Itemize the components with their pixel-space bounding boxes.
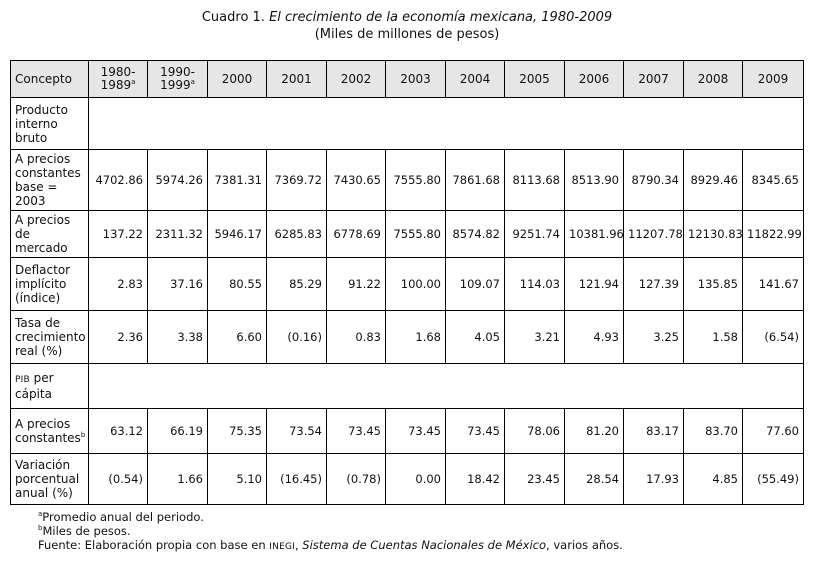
table-row — [11, 364, 804, 409]
table-cell: 7381.31 — [208, 150, 267, 211]
table-cell: (0.54) — [89, 454, 148, 505]
header-period-1990: 1990- 1999$^a$ — [148, 61, 208, 98]
header-year: 2000 — [208, 61, 267, 98]
header-period-1980: 1980- 1989$^a$ — [89, 61, 148, 98]
row-label-tasa: Tasa de crecimiento real (%) — [11, 311, 89, 364]
table-cell: 7861.68 — [446, 150, 505, 211]
table-cell: 37.16 — [148, 258, 208, 311]
table-row — [11, 409, 804, 454]
table-cell: 4.93 — [565, 311, 624, 364]
table-cell: 7369.72 — [267, 150, 327, 211]
header-concepto: Concepto — [11, 61, 89, 98]
table-cell: 127.39 — [624, 258, 684, 311]
table-cell: 3.21 — [505, 311, 565, 364]
title-subtitle: (Miles de millones de pesos) — [314, 27, 500, 42]
table-cell: 85.29 — [267, 258, 327, 311]
table-cell: (0.78) — [327, 454, 386, 505]
table-cell: 4702.86 — [89, 150, 148, 211]
row-label-deflactor: Deflactor implícito (índice) — [11, 258, 89, 311]
note-a: $^a$Promedio anual del periodo. — [38, 510, 204, 524]
note-b: $^b$Miles de pesos. — [38, 524, 131, 538]
table-cell: 17.93 — [624, 454, 684, 505]
header-year: 2003 — [386, 61, 446, 98]
header-year: 2002 — [327, 61, 386, 98]
table-cell: 8929.46 — [684, 150, 743, 211]
title-prefix: Cuadro 1. — [201, 10, 265, 25]
title-line — [0, 9, 814, 26]
section-spacer — [89, 364, 804, 409]
table-cell: 141.67 — [743, 258, 804, 311]
table-cell: 73.45 — [386, 409, 446, 454]
table-cell: 121.94 — [565, 258, 624, 311]
row-label-percapita: PIB per cápita — [11, 364, 89, 409]
table-cell: 10381.96 — [565, 211, 624, 258]
table-cell: 18.42 — [446, 454, 505, 505]
table-cell: 2.83 — [89, 258, 148, 311]
table-cell: 109.07 — [446, 258, 505, 311]
table-cell: 11207.78 — [624, 211, 684, 258]
table-cell: 5.10 — [208, 454, 267, 505]
table-cell: 5974.26 — [148, 150, 208, 211]
table-row — [11, 211, 804, 258]
table-cell: 7430.65 — [327, 150, 386, 211]
table-notes — [38, 510, 623, 554]
row-label-pib: Producto interno bruto — [11, 98, 89, 150]
table-cell: 1.68 — [386, 311, 446, 364]
table-cell: 1.66 — [148, 454, 208, 505]
table-cell: 4.85 — [684, 454, 743, 505]
row-label-constantes: A precios constantes base = 2003 — [11, 150, 89, 211]
table-cell: 73.54 — [267, 409, 327, 454]
table-cell: 77.60 — [743, 409, 804, 454]
table-cell: 1.58 — [684, 311, 743, 364]
table-cell: (16.45) — [267, 454, 327, 505]
header-year: 2008 — [684, 61, 743, 98]
table-cell: 12130.83 — [684, 211, 743, 258]
table-cell: 3.38 — [148, 311, 208, 364]
header-year: 2007 — [624, 61, 684, 98]
table-cell: 2.36 — [89, 311, 148, 364]
table-cell: 78.06 — [505, 409, 565, 454]
table-cell: 23.45 — [505, 454, 565, 505]
table-cell: 8113.68 — [505, 150, 565, 211]
table-row — [11, 150, 804, 211]
table-cell: 0.83 — [327, 311, 386, 364]
row-label-pc-constantes: A precios constantes$^b$ — [11, 409, 89, 454]
table-cell: 83.70 — [684, 409, 743, 454]
table-cell: 6778.69 — [327, 211, 386, 258]
table-cell: 63.12 — [89, 409, 148, 454]
table-cell: 100.00 — [386, 258, 446, 311]
table-cell: (0.16) — [267, 311, 327, 364]
table-cell: 7555.80 — [386, 211, 446, 258]
table-cell: 137.22 — [89, 211, 148, 258]
table-cell: 6.60 — [208, 311, 267, 364]
section-spacer — [89, 98, 804, 150]
table-cell: 66.19 — [148, 409, 208, 454]
table-cell: 75.35 — [208, 409, 267, 454]
table-cell: 8345.65 — [743, 150, 804, 211]
header-year: 2005 — [505, 61, 565, 98]
table-cell: 3.25 — [624, 311, 684, 364]
table-cell: 8574.82 — [446, 211, 505, 258]
source-note: Fuente: Elaboración propia con base en INEGI, Sistema de Cuentas Nacionales de México, varios años. — [38, 538, 623, 552]
row-label-variacion: Variación porcentual anual (%) — [11, 454, 89, 505]
table-cell: 114.03 — [505, 258, 565, 311]
table-cell: 5946.17 — [208, 211, 267, 258]
table-title — [0, 9, 814, 43]
growth-table — [10, 60, 804, 505]
table-cell: 4.05 — [446, 311, 505, 364]
table-cell: 80.55 — [208, 258, 267, 311]
header-year: 2001 — [267, 61, 327, 98]
table-cell: 91.22 — [327, 258, 386, 311]
table-cell: (6.54) — [743, 311, 804, 364]
header-year: 2006 — [565, 61, 624, 98]
table-cell: 28.54 — [565, 454, 624, 505]
header-row — [11, 61, 804, 98]
table-cell: 11822.99 — [743, 211, 804, 258]
table-cell: 6285.83 — [267, 211, 327, 258]
table-row — [11, 311, 804, 364]
table-cell: 9251.74 — [505, 211, 565, 258]
table-row — [11, 98, 804, 150]
table-cell: 73.45 — [446, 409, 505, 454]
table-cell: 81.20 — [565, 409, 624, 454]
table-cell: 83.17 — [624, 409, 684, 454]
table-cell: 0.00 — [386, 454, 446, 505]
header-year: 2004 — [446, 61, 505, 98]
table-cell: (55.49) — [743, 454, 804, 505]
table-cell: 135.85 — [684, 258, 743, 311]
table-cell: 2311.32 — [148, 211, 208, 258]
table-row — [11, 454, 804, 505]
row-label-mercado: A precios de mercado — [11, 211, 89, 258]
title-italic: El crecimiento de la economía mexicana, 1980-2009 — [269, 10, 613, 25]
table-cell: 8513.90 — [565, 150, 624, 211]
table-cell: 73.45 — [327, 409, 386, 454]
table-cell: 7555.80 — [386, 150, 446, 211]
table-cell: 8790.34 — [624, 150, 684, 211]
table-row — [11, 258, 804, 311]
header-year: 2009 — [743, 61, 804, 98]
